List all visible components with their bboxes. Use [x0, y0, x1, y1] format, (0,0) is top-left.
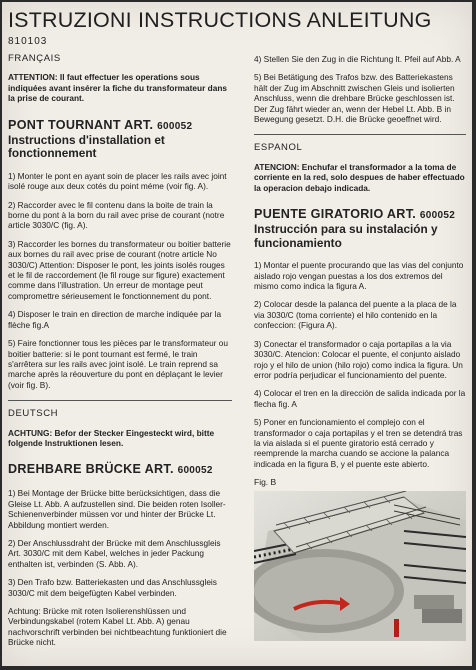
warning-label: ATENCION: — [254, 161, 300, 172]
article-number: 600052 — [419, 210, 456, 222]
divider — [8, 400, 232, 401]
title-text: PONT TOURNANT ART. — [8, 117, 154, 132]
step-paragraph: 4) Stellen Sie den Zug in die Richtung lt. Pfeil auf Abb. A — [254, 54, 461, 64]
step-paragraph: 1) Monter le pont en ayant soin de placer les rails avec joint isolé rouge aux deux cotés du point méme (voir fig. A). — [8, 170, 227, 192]
section-language-deutsch: DEUTSCH — [8, 408, 59, 420]
section-language-francais: FRANÇAIS — [8, 53, 61, 64]
step-paragraph: 4) Colocar el tren en la dirección de salida indicada por la flecha fig. A — [254, 388, 466, 409]
section-subtitle-francais: Instructions d'installation et fonctionnement — [8, 132, 165, 161]
article-code: 810103 — [8, 36, 48, 47]
divider — [254, 134, 466, 135]
section-title-francais — [8, 118, 232, 134]
step-paragraph: 4) Disposer le train en direction de marche indiquée par la flèche fig.A — [8, 309, 222, 330]
left-column — [8, 52, 232, 656]
step-paragraph: 3) Raccorder les bornes du transformateur ou boitier batterie aux bornes du rail avec prise de courant (notre article No 3030/C) Attention: Disposer le pont, les joints isolés rouges et le fil de raccordement (le fil rouge sur figure) exactement comme dans l'illustration. Un erreur de montage peut compromettre sérieusement le fonctionnement du pont. — [8, 238, 231, 301]
instruction-sheet — [2, 2, 472, 666]
section-subtitle-espanol: Instrucción para su instalación y funcionamiento — [254, 222, 438, 250]
warning-text: Il faut effectuer les operations sous indiquées avant insérer la fiche du transformateur dans la prise de courant. — [8, 72, 228, 104]
title-text: DREHBARE BRÜCKE ART. — [8, 462, 174, 477]
section-language-espanol: ESPANOL — [254, 142, 303, 154]
figure-label: Fig. B — [254, 477, 277, 488]
right-column — [254, 8, 466, 641]
step-paragraph: 1) Montar el puente procurando que las vias del conjunto aislado rojo vengan puestas a los dos extremos del mismo como indica la figura A. — [254, 260, 464, 292]
step-paragraph: 2) Der Anschlussdraht der Brücke mit dem Anschlussgleis Art. 3030/C mit dem Kabel, welches in jeder Packung enthalten ist, verbinden (S. Abb. A). — [8, 537, 221, 569]
warning-francais — [8, 72, 232, 103]
step-paragraph: 2) Colocar desde la palanca del puente a la placa de la via 3030/C (toma corriente) el hilo contenido en la confeccion: (Figura A). — [254, 299, 457, 331]
warning-espanol — [254, 162, 466, 193]
title-text: PUENTE GIRATORIO ART. — [254, 207, 417, 222]
step-paragraph: 3) Conectar el transformador o caja portapilas a la via 3030/C. Atencion: Colocar el puente, el conjunto aislado rojo y el hilo de union (hilo rojo) como indica la figura. Un error podría perjudicar el funcionamiento del puente. — [254, 338, 463, 380]
step-paragraph: 1) Bei Montage der Brücke bitte berücksichtigen, dass die Gleise Lt. Abb. A aufzustellen sind. Die beiden roten Isoller-Schienenverbinder müssen vor und hinter der Brücke Lt. Abbildung montiert werden. — [8, 488, 226, 530]
step-paragraph: 3) Den Trafo bzw. Batteriekasten und das Anschlussgleis 3030/C mit dem beigefügten Kabel verbinden. — [8, 577, 217, 598]
warning-label: ATTENTION: — [8, 72, 58, 83]
warning-text: Befor der Stecker Eingesteckt wird, bitte folgende Instruktionen lesen. — [8, 427, 215, 448]
page-title: ISTRUZIONI INSTRUCTIONS ANLEITUNG — [8, 8, 432, 32]
figure-b-photo — [254, 491, 466, 641]
step-paragraph: 2) Raccorder avec le fil contenu dans la boite de train la borne du pont à la born du rail avec prise de courant (notre article 3030/C (fig. A). — [8, 199, 225, 231]
article-number: 600052 — [157, 120, 193, 132]
article-number: 600052 — [177, 465, 213, 477]
step-paragraph: 5) Bei Betätigung des Trafos bzw. des Batteriekastens hält der Zug im Abschnitt zwischen Gleis und isolierten Anschluss, wenn die drehbare Brücke geschlossen ist. Der Zug fährt wieder an, wenn der Hebel Lt. Abb. B in Bewegung gesetzt. D.H. die Brücke geoeffnet wird. — [254, 72, 455, 125]
warning-label: ACHTUNG: — [8, 427, 53, 438]
section-title-espanol — [254, 207, 466, 223]
step-paragraph: 5) Poner en funcionamiento el complejo con el transformador o caja portapilas y el tren se detendrá tras la via aislada si el puente giratorio está cerrado y reemprende la marcha cuando se accione la palanca indicada en la figura B, y el puente este abierto. — [254, 417, 463, 469]
turntable-illustration — [254, 491, 466, 641]
section-title-deutsch — [8, 462, 232, 478]
step-paragraph: 5) Faire fonctionner tous les pièces par le transformateur ou boitier batterie: si le pont tournant est fermé, le train s'arrêtera sur les rails avec joint isolé. Le train reprend sa marche après la réouverture du pont en déplaçant le levier (voir fig. B). — [8, 338, 228, 390]
step-paragraph: Achtung: Brücke mit roten Isolierenshlüssen und Verbindungskabel (rotem Kabel Lt. Abb. A) genau nachvorschrift verbinden bei nichtbeachtung funktioniert die Brücke nicht. — [8, 606, 227, 648]
warning-text: Enchufar el transformador a la toma de corriente en la red, solo despues de haber effectuado la operacion debajo indicada. — [254, 161, 465, 193]
warning-deutsch — [8, 428, 232, 449]
